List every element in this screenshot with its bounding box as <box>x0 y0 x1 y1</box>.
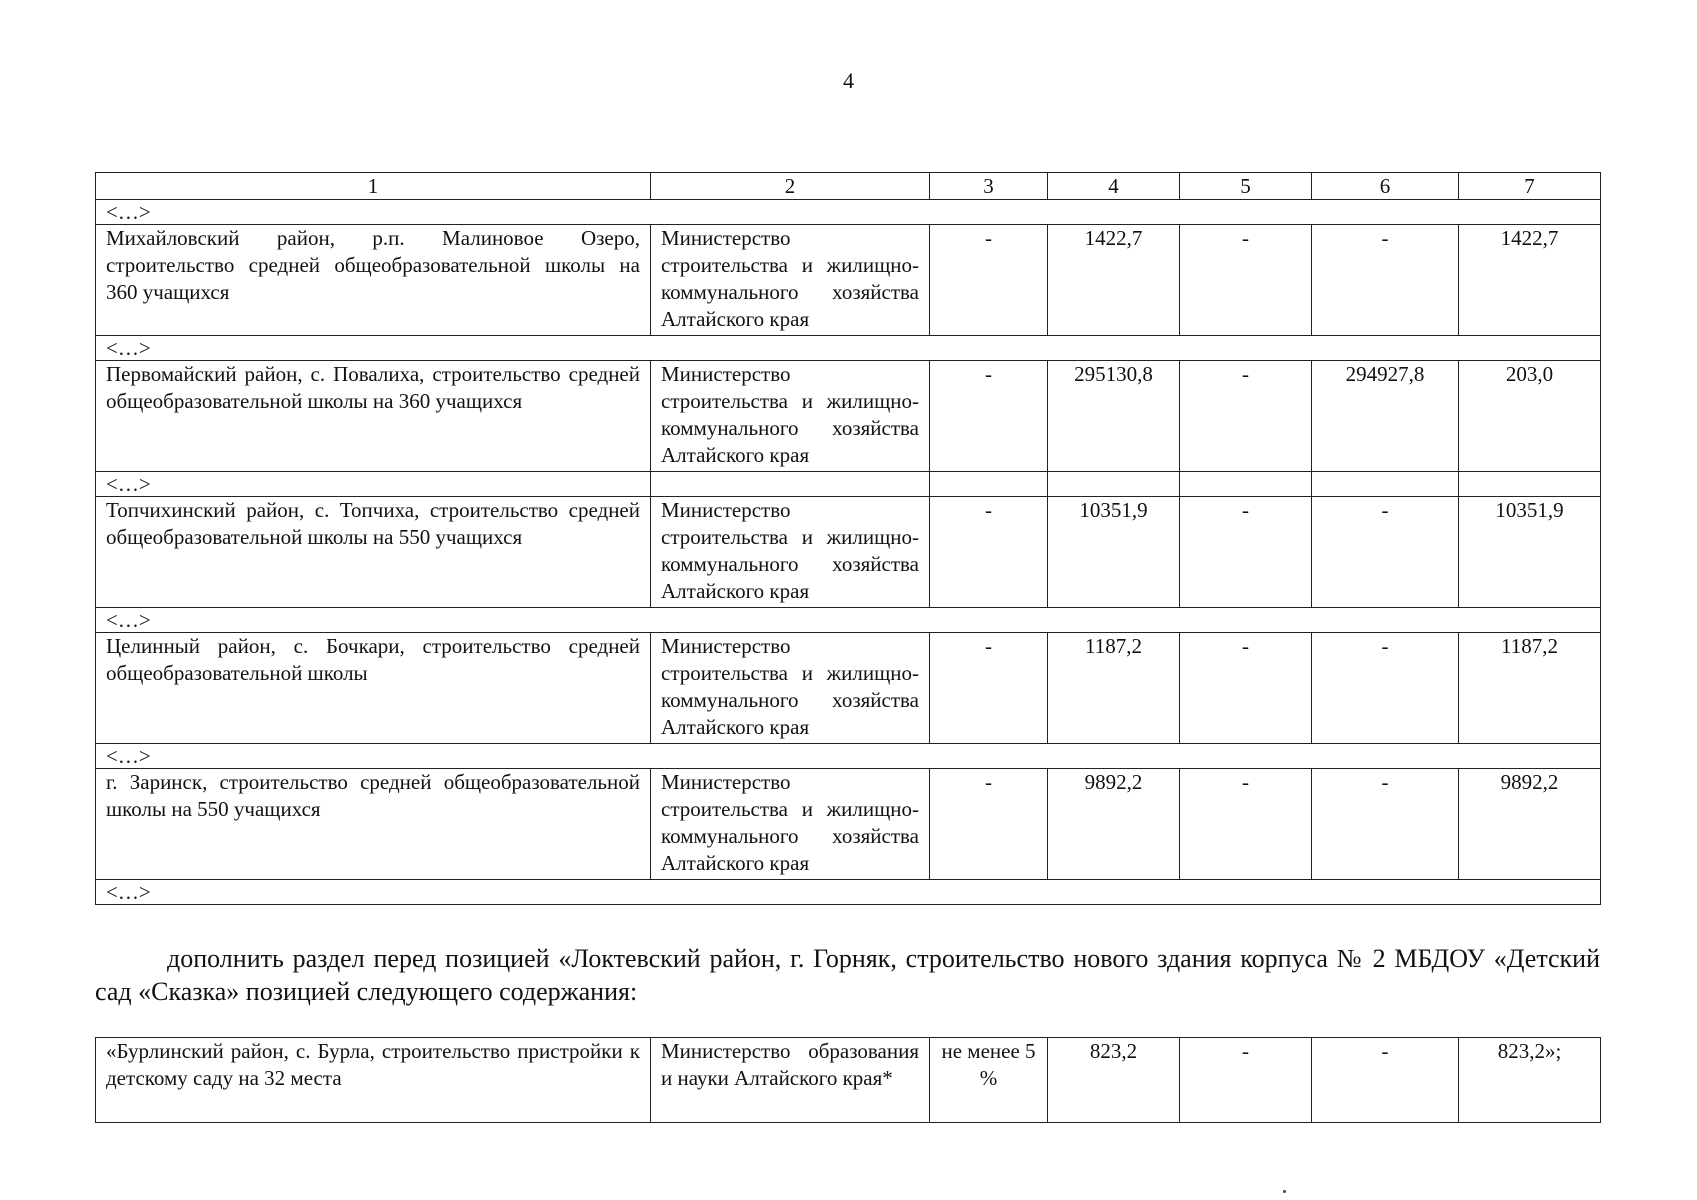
organization-cell: Министерство образования и науки Алтайского края* <box>651 1038 930 1123</box>
table-row <box>96 769 1601 880</box>
col3-cell: - <box>930 497 1048 608</box>
table-row <box>96 497 1601 608</box>
header-cell-6: 6 <box>1312 173 1459 200</box>
col7-cell: 823,2»; <box>1459 1038 1601 1123</box>
ellipsis-row <box>96 608 1601 633</box>
col4-cell: 9892,2 <box>1048 769 1180 880</box>
object-name-cell: г. Заринск, строительство средней общеобразовательной школы на 550 учащихся <box>96 769 651 880</box>
ellipsis-row <box>96 472 1601 497</box>
col6-cell: - <box>1312 497 1459 608</box>
col4-cell: 295130,8 <box>1048 361 1180 472</box>
col6-cell: - <box>1312 1038 1459 1123</box>
col3-cell: не менее 5 % <box>930 1038 1048 1123</box>
header-cell-2: 2 <box>651 173 930 200</box>
col5-cell: - <box>1180 225 1312 336</box>
col4-cell: 1422,7 <box>1048 225 1180 336</box>
table-row <box>96 225 1601 336</box>
object-name-cell: «Бурлинский район, с. Бурла, строительство пристройки к детскому саду на 32 места <box>96 1038 651 1123</box>
col7-cell: 1422,7 <box>1459 225 1601 336</box>
ellipsis-row <box>96 200 1601 225</box>
header-cell-1: 1 <box>96 173 651 200</box>
object-name-cell: Первомайский район, с. Повалиха, строительство средней общеобразовательной школы на 360 учащихся <box>96 361 651 472</box>
object-name-cell: Целинный район, с. Бочкари, строительство средней общеобразовательной школы <box>96 633 651 744</box>
ellipsis-row <box>96 880 1601 905</box>
col6-cell: 294927,8 <box>1312 361 1459 472</box>
table-row <box>96 1038 1601 1123</box>
header-cell-3: 3 <box>930 173 1048 200</box>
organization-cell: Министерство строительства и жилищно-коммунального хозяйства Алтайского края <box>651 361 930 472</box>
ellipsis-cell: <…> <box>96 200 1601 225</box>
header-cell-5: 5 <box>1180 173 1312 200</box>
ellipsis-cell: <…> <box>96 744 1601 769</box>
col4-cell: 1187,2 <box>1048 633 1180 744</box>
col4-cell: 823,2 <box>1048 1038 1180 1123</box>
col5-cell: - <box>1180 633 1312 744</box>
col5-cell: - <box>1180 361 1312 472</box>
header-cell-4: 4 <box>1048 173 1180 200</box>
col5-cell: - <box>1180 1038 1312 1123</box>
amendment-paragraph: дополнить раздел перед позицией «Локтевский район, г. Горняк, строительство нового здания корпуса № 2 МБДОУ «Детский сад «Сказка» позицией следующего содержания: <box>95 944 1600 1006</box>
budget-table <box>95 172 1601 905</box>
page-number: 4 <box>843 68 854 93</box>
scan-dot <box>1283 1190 1286 1193</box>
header-cell-7: 7 <box>1459 173 1601 200</box>
col5-cell: - <box>1180 497 1312 608</box>
ellipsis-cell: <…> <box>96 472 651 497</box>
col6-cell: - <box>1312 769 1459 880</box>
ellipsis-cell: <…> <box>96 336 1601 361</box>
organization-cell: Министерство строительства и жилищно-коммунального хозяйства Алтайского края <box>651 633 930 744</box>
table-row <box>96 361 1601 472</box>
organization-cell: Министерство строительства и жилищно-коммунального хозяйства Алтайского края <box>651 769 930 880</box>
col3-cell: - <box>930 361 1048 472</box>
table-row <box>96 633 1601 744</box>
col7-cell: 203,0 <box>1459 361 1601 472</box>
col7-cell: 9892,2 <box>1459 769 1601 880</box>
col3-cell: - <box>930 633 1048 744</box>
col5-cell: - <box>1180 769 1312 880</box>
col6-cell: - <box>1312 225 1459 336</box>
col3-cell: - <box>930 225 1048 336</box>
ellipsis-row <box>96 744 1601 769</box>
new-position-table <box>95 1037 1601 1123</box>
object-name-cell: Михайловский район, р.п. Малиновое Озеро, строительство средней общеобразовательной школы на 360 учащихся <box>96 225 651 336</box>
col7-cell: 1187,2 <box>1459 633 1601 744</box>
object-name-cell: Топчихинский район, с. Топчиха, строительство средней общеобразовательной школы на 550 учащихся <box>96 497 651 608</box>
organization-cell: Министерство строительства и жилищно-коммунального хозяйства Алтайского края <box>651 225 930 336</box>
col7-cell: 10351,9 <box>1459 497 1601 608</box>
ellipsis-cell: <…> <box>96 880 1601 905</box>
header-row <box>96 173 1601 200</box>
ellipsis-row <box>96 336 1601 361</box>
col4-cell: 10351,9 <box>1048 497 1180 608</box>
col3-cell: - <box>930 769 1048 880</box>
organization-cell: Министерство строительства и жилищно-коммунального хозяйства Алтайского края <box>651 497 930 608</box>
ellipsis-cell: <…> <box>96 608 1601 633</box>
col6-cell: - <box>1312 633 1459 744</box>
